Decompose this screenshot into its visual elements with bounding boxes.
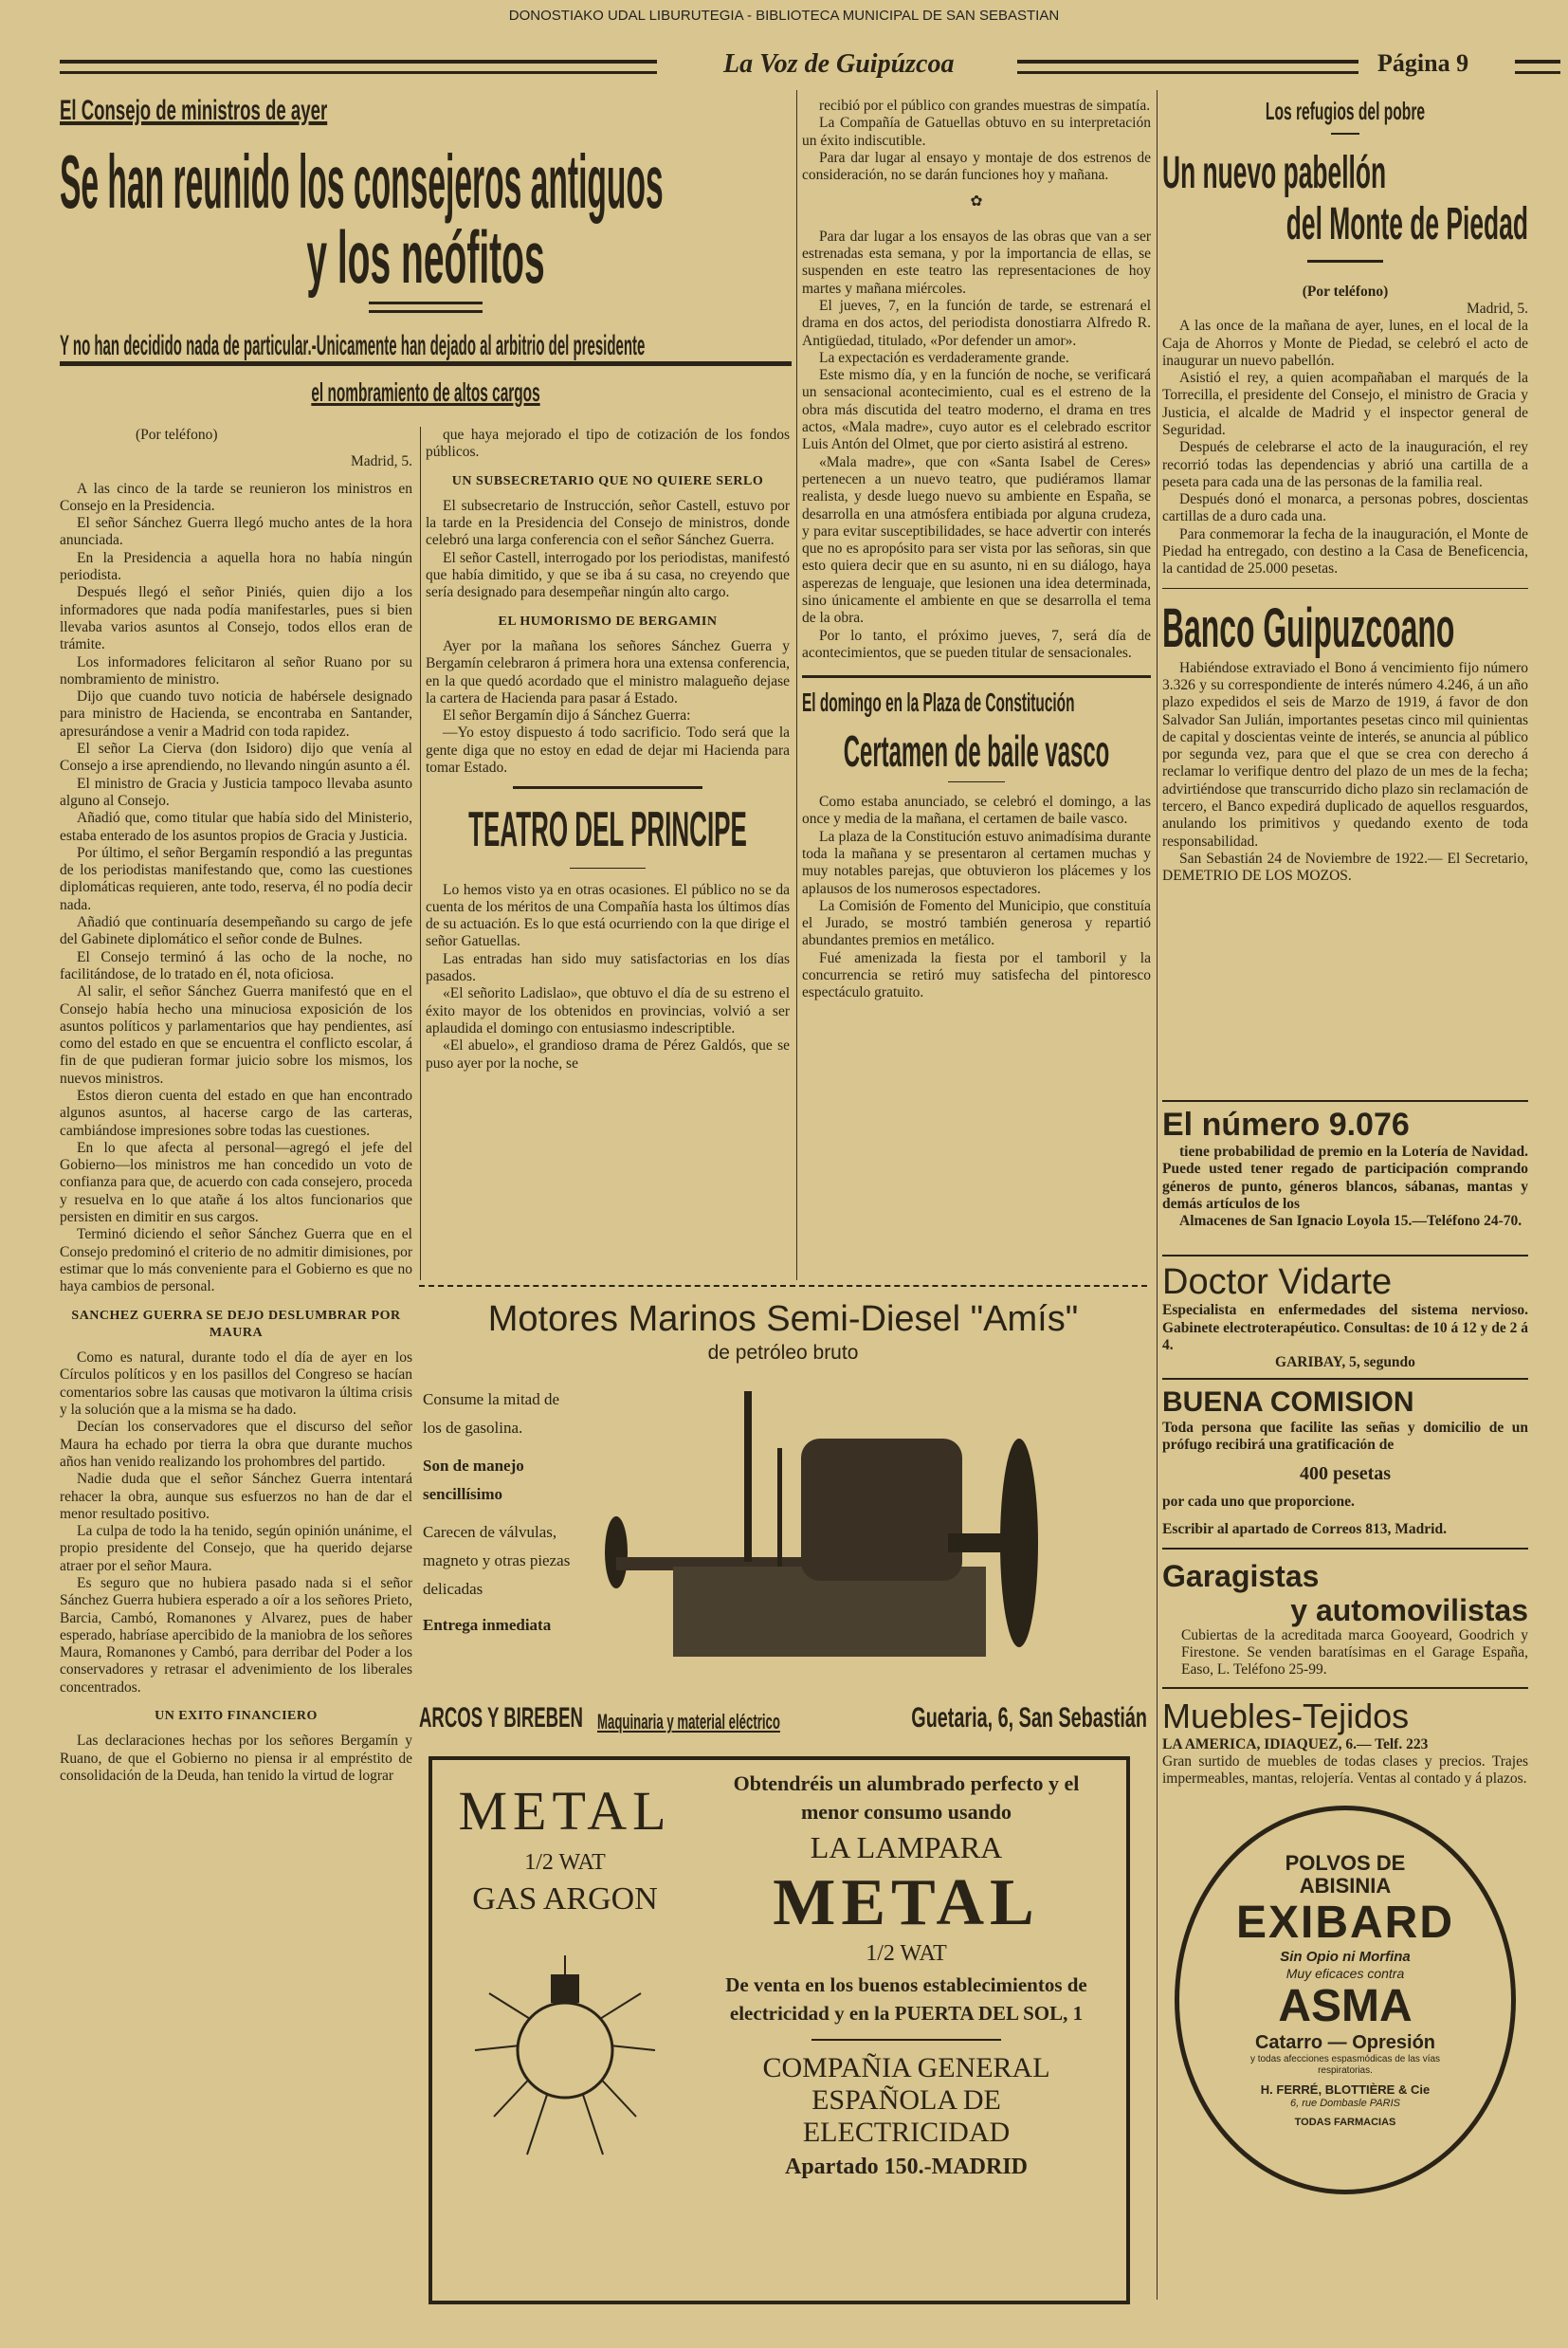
polvos-bottom: TODAS FARMACIAS xyxy=(1294,2116,1396,2128)
paragraph: Como es natural, durante todo el día de ayer en los Círculos políticos y en los pasillos del Congreso se hacían comentarios sobre las causas que motivaron la última crisis y la solución que a la misma se ha dado. xyxy=(60,1349,412,1419)
divider xyxy=(570,868,646,869)
paragraph: Asistió el rey, a quien acompañaban el marqués de la Torrecilla, el presidente del Consejo, el ministro de Gracia y Justicia, el alcalde de Madrid y el inspector general de Seguridad. xyxy=(1162,370,1528,438)
article-body xyxy=(1162,318,1528,578)
metal-right xyxy=(698,1770,1115,2180)
motores-ad xyxy=(419,1285,1147,1740)
divider xyxy=(1307,260,1383,263)
comision-amount: 400 pesetas xyxy=(1299,1463,1392,1485)
teatro-continuation xyxy=(802,98,1151,1274)
numero-headline: El número 9.076 xyxy=(1162,1107,1410,1143)
certamen-headline: Certamen de baile vasco xyxy=(843,725,1110,776)
polvos-ad xyxy=(1175,1806,1516,2194)
paragraph: Este mismo día, y en la función de noche, se verificará un sensacional acontecimiento, cual es el estreno de la obra más discutida del teatro moderno, el drama en tres actos, «Mala madre», cuyo autor es el celebrado escritor Luis Antón del Olmet, que por cierto asistirá al estreno. xyxy=(802,367,1151,453)
consejo-continuation xyxy=(426,427,790,1278)
motores-features xyxy=(423,1385,578,1640)
comision-contact: Escribir al apartado de Correos 813, Madrid. xyxy=(1162,1520,1447,1537)
motores-address: Guetaria, 6, San Sebastián xyxy=(911,1702,1147,1733)
subhead: UN EXITO FINANCIERO xyxy=(155,1709,318,1724)
motores-headline: Motores Marinos Semi-Diesel "Amís" xyxy=(487,1299,1079,1339)
refugios-headline-1: Un nuevo pabellón xyxy=(1162,148,1387,199)
paragraph: Después llegó el señor Piniés, quien dijo a los informadores que nada podía manifestarles, pues si bien llevaba varios asuntos al Consejo, todos ellos eran de trámite. xyxy=(60,584,412,653)
paragraph: El señor Castell, interrogado por los periodistas, manifestó que había dimitido, y que se iba á su casa, no creyendo que sería designado para desempeñar ningún alto cargo. xyxy=(426,549,790,601)
paragraph: Añadió que, como titular que había sido del Ministerio, estaba enterado de los asuntos propios de Gracia y Justicia. xyxy=(60,810,412,844)
paragraph: La culpa de todo la ha tenido, según opinión unánime, el propio presidente del Consejo, que ha querido dejarse atraer por el señor Maura. xyxy=(60,1523,412,1574)
numero-body xyxy=(1162,1144,1528,1230)
metal-intro: Obtendréis un alumbrado perfecto y el menor consumo usando xyxy=(733,1771,1080,1824)
paragraph: Las declaraciones hechas por los señores Bergamín y Ruano, de que el Gobierno no piensa ir al empréstito de consolidación de la Deuda, han tenido la virtud de lograr xyxy=(60,1733,412,1784)
comision-text: Toda persona que facilite las señas y domicilio de un prófugo recibirá una gratificación de xyxy=(1162,1419,1528,1453)
divider xyxy=(802,675,1151,678)
paragraph: Fué amenizada la fiesta por el tamboril y la concurrencia se retiró muy satisfecha del pintoresco espectáculo gratuito. xyxy=(802,949,1151,1001)
metal-lampara: LA LAMPARA xyxy=(810,1830,1003,1864)
feature: Consume la mitad de los de gasolina. xyxy=(423,1390,560,1437)
classifieds xyxy=(1162,1100,1528,2300)
paragraph: Añadió que continuaría desempeñando su cargo de jefe del Gabinete diplomático el señor conde de Bulnes. xyxy=(60,914,412,948)
paragraph: Por último, el señor Bergamín respondió a las preguntas de los periodistas manifestando que, como las cuestiones diplomáticas requieren, ante todo, reserva, él no podía decir nada. xyxy=(60,844,412,913)
paragraph: que haya mejorado el tipo de cotización de los fondos públicos. xyxy=(426,427,790,461)
feature: Son de manejo sencillísimo xyxy=(423,1457,524,1503)
article-body xyxy=(60,1349,412,1697)
paragraph: La Compañía de Gatuellas obtuvo en su interpretación un éxito indiscutible. xyxy=(802,115,1151,149)
refugios-headline-2: del Monte de Piedad xyxy=(1285,198,1528,249)
polvos-tag: Sin Opio ni Morfina xyxy=(1280,1948,1411,1965)
paragraph: —Yo estoy dispuesto á todo sacrificio. Todo será que la gente diga que no estoy en edad de dejar mi Hacienda para tomar Estado. xyxy=(426,725,790,777)
paragraph: Almacenes de San Ignacio Loyola 15.—Teléfono 24-70. xyxy=(1179,1213,1522,1230)
paragraph: «El abuelo», el grandioso drama de Pérez Galdós, que se puso ayer por la noche, se xyxy=(426,1037,790,1072)
paragraph: En lo que afecta al personal—agregó el jefe del Gobierno—los ministros me han concedido un voto de confianza para que, de acuerdo con cada consejero, proceda y resuelva en lo que atañe á los altos funcionarios que persisten en dimitir en sus cargos. xyxy=(60,1139,412,1226)
paragraph: Terminó diciendo el señor Sánchez Guerra que en el Consejo predominó el criterio de no admitir dimisiones, por estimar que lo más conveniente para el Gobierno es que no haya cambios de personal. xyxy=(60,1226,412,1295)
paragraph: Para dar lugar a los ensayos de las obras que van a ser estrenadas esta semana, y por la importancia de ellas, se suspenden en este teatro las representaciones de hoy martes y mañana miércoles. xyxy=(802,228,1151,297)
article-body xyxy=(802,794,1151,1002)
consejo-headline-1: Se han reunido los consejeros antiguos xyxy=(60,138,664,224)
lightbulb-icon xyxy=(470,1936,660,2164)
article-body xyxy=(802,229,1151,662)
metal-watt-2: 1/2 WAT xyxy=(866,1941,947,1966)
masthead-rule xyxy=(1017,60,1358,74)
divider xyxy=(811,2039,1001,2041)
paragraph: Como estaba anunciado, se celebró el domingo, a las once y media de la mañana, el certamen de baile vasco. xyxy=(802,794,1151,828)
paragraph: Después de celebrarse el acto de la inauguración, el rey recorrió todas las dependencias y abrió una cartilla de a peseta para cada una de las personas de la familia real. xyxy=(1162,439,1528,490)
polvos-disease: ASMA xyxy=(1278,1980,1413,2031)
paragraph: A las cinco de la tarde se reunieron los ministros en Consejo en la Presidencia. xyxy=(60,480,412,514)
paragraph: Para dar lugar al ensayo y montaje de dos estrenos de consideración, no se darán funciones hoy y mañana. xyxy=(802,149,1151,184)
column-divider xyxy=(1157,90,1158,2300)
paragraph: Dijo que cuando tuvo noticia de habérsele designado para ministro de Hacienda, se encontraba en Santander, apresurándose a venir a Madrid con toda rapidez. xyxy=(60,688,412,740)
dateline: Madrid, 5. xyxy=(350,453,412,470)
article-body xyxy=(426,638,790,777)
polvos-symptoms: Catarro — Opresión xyxy=(1254,2031,1436,2053)
divider xyxy=(1162,1548,1528,1550)
paragraph: La plaza de la Constitución estuvo animadísima durante toda la mañana y se presentaron al certamen muchas y muy notables parejas, que obtuvieron los plácemes y los aplausos de los numerosos espectadores. xyxy=(802,828,1151,897)
vidarte-address: GARIBAY, 5, segundo xyxy=(1275,1354,1415,1371)
teatro-headline: TEATRO DEL PRINCIPE xyxy=(468,802,747,858)
paragraph: En la Presidencia a aquella hora no había ningún periodista. xyxy=(60,549,412,584)
masthead-rule xyxy=(60,60,657,74)
metal-company: COMPAÑIA GENERAL ESPAÑOLA DE ELECTRICIDAD xyxy=(762,2052,1050,2148)
divider xyxy=(1162,588,1528,589)
byline: (Por teléfono) xyxy=(136,427,218,443)
masthead-title: La Voz de Guipúzcoa xyxy=(723,49,955,79)
paragraph: El señor Bergamín dijo á Sánchez Guerra: xyxy=(443,707,691,725)
article-body xyxy=(60,481,412,1296)
muebles-address: LA AMERICA, IDIAQUEZ, 6.— Telf. 223 xyxy=(1162,1735,1429,1752)
metal-gas: GAS ARGON xyxy=(472,1881,658,1917)
consejo-deck-2: el nombramiento de altos cargos xyxy=(311,377,540,408)
paragraph: El ministro de Gracia y Justicia tampoco llevaba asunto alguno al Consejo. xyxy=(60,775,412,809)
paragraph: Nadie duda que el señor Sánchez Guerra intentará rehacer la obra, aunque sus esfuerzos no han de dar el menor resultado positivo. xyxy=(60,1471,412,1522)
dateline: Madrid, 5. xyxy=(1466,300,1528,317)
divider xyxy=(1162,1378,1528,1380)
article-body xyxy=(426,498,790,602)
consejo-header xyxy=(60,95,792,422)
vidarte-text: Especialista en enfermedades del sistema nervioso. Gabinete electroterapéutico. Consultas: de 10 á 12 y de 2 á 4. xyxy=(1162,1302,1528,1354)
divider xyxy=(948,781,1005,782)
paragraph: A las once de la mañana de ayer, lunes, en el local de la Caja de Ahorros y Monte de Piedad, se celebró el acto de inaugurar un nuevo pabellón. xyxy=(1162,318,1528,369)
comision-text-2: por cada uno que proporcione. xyxy=(1162,1494,1355,1511)
consejo-kicker: El Consejo de ministros de ayer xyxy=(60,95,328,126)
banco-headline: Banco Guipuzcoano xyxy=(1162,596,1455,659)
paragraph: El señor La Cierva (don Isidoro) dijo que venía al Consejo a irse aprendiendo, no llevando ningún asunto a él. xyxy=(60,741,412,775)
certamen-kicker: El domingo en la Plaza de Constitución xyxy=(802,688,1075,718)
divider xyxy=(513,786,702,789)
subhead: UN SUBSECRETARIO QUE NO QUIERE SERLO xyxy=(451,473,764,488)
garagistas-text: Cubiertas de la acreditada marca Gooyeard, Goodrich y Firestone. Se venden baratísimas en el Garage España, Easo, L. Teléfono 25-99. xyxy=(1181,1626,1528,1678)
polvos-address: 6, rue Dombasle PARIS xyxy=(1290,2097,1400,2109)
masthead xyxy=(60,49,1524,78)
metal-left xyxy=(442,1779,688,2169)
feature: Entrega inmediata xyxy=(423,1616,552,1634)
paragraph: Al salir, el señor Sánchez Guerra manifestó que en el Consejo había hecho una minuciosa exposición de los asuntos políticos y parlamentarios que hay pendientes, así como del estado en que se encuentra el conflicto escolar, á fin de que pudieran formar juicio sobre los mismos, los nuevos ministros. xyxy=(60,983,412,1087)
paragraph: San Sebastián 24 de Noviembre de 1922.— El Secretario, DEMETRIO DE LOS MOZOS. xyxy=(1162,850,1528,885)
polvos-top: POLVOS DE ABISINIA xyxy=(1285,1850,1406,1898)
comision-headline: BUENA COMISION xyxy=(1162,1385,1414,1418)
paragraph: El Consejo terminó á las ocho de la noche, no facilitándose, de lo tratado en él, nota oficiosa. xyxy=(60,948,412,982)
paragraph: tiene probabilidad de premio en la Lotería de Navidad. Puede usted tener regado de participación comprando géneros de punto, géneros blancos, sábanas, mantas y demás artículos de los xyxy=(1162,1144,1528,1212)
article-body xyxy=(1162,660,1528,886)
muebles-text: Gran surtido de muebles de todas clases y precios. Trajes impermeables, mantas, relojería. Ventas al contado y á plazos. xyxy=(1162,1753,1528,1788)
polvos-brand: EXIBARD xyxy=(1235,1897,1455,1948)
paragraph: La Comisión de Fomento del Municipio, que constituía el Jurado, se mostró también generosa y repartió abundantes premios en metálico. xyxy=(802,897,1151,949)
divider xyxy=(1162,1687,1528,1689)
motores-subhead: de petróleo bruto xyxy=(707,1342,859,1364)
masthead-rule xyxy=(1515,60,1560,74)
subhead: EL HUMORISMO DE BERGAMIN xyxy=(498,614,718,629)
divider xyxy=(1162,1100,1528,1102)
divider xyxy=(1162,1255,1528,1257)
article-body xyxy=(60,1733,412,1785)
refugios-article xyxy=(1162,98,1528,1093)
column-divider xyxy=(796,90,797,1280)
paragraph: Las entradas han sido muy satisfactorias en los días pasados. xyxy=(426,950,790,985)
consejo-article xyxy=(60,427,412,2300)
ornament-icon: ✿ xyxy=(970,193,983,211)
article-body xyxy=(802,98,1151,184)
library-header: DONOSTIAKO UDAL LIBURUTEGIA - BIBLIOTECA MUNICIPAL DE SAN SEBASTIAN xyxy=(508,8,1060,24)
feature: Carecen de válvulas, magneto y otras piezas delicadas xyxy=(423,1523,571,1598)
garagistas-headline-2: y automovilistas xyxy=(1290,1592,1528,1627)
article-body xyxy=(426,427,790,462)
muebles-headline: Muebles-Tejidos xyxy=(1162,1696,1410,1735)
paragraph: La expectación es verdaderamente grande. xyxy=(819,349,1069,366)
paragraph: Lo hemos visto ya en otras ocasiones. El público no se da cuenta de los méritos de una Compañía hasta los últimos días de su actuación. Es lo que está ocurriendo con la que dirige el señor Gatuellas. xyxy=(426,881,790,950)
engine-illustration xyxy=(588,1391,1142,1666)
paragraph: Por lo tanto, el próximo jueves, 7, será día de acontecimientos, que se pueden titular de sensacionales. xyxy=(802,627,1151,661)
paragraph: Ayer por la mañana los señores Sánchez Guerra y Bergamín celebraron á primera hora una extensa conferencia, en la que quedó acordado que el ministro malagueño dejase la cartera de Hacienda para pasar á Estado. xyxy=(426,637,790,706)
subhead: SANCHEZ GUERRA SE DEJO DESLUMBRAR POR MAURA xyxy=(71,1308,401,1340)
consejo-deck-1: Y no han decidido nada de particular.-Unicamente han dejado al arbitrio del presidente xyxy=(60,329,646,361)
metal-ad xyxy=(428,1756,1130,2304)
paragraph: Los informadores felicitaron al señor Ruano por su nombramiento de ministro. xyxy=(60,653,412,688)
paragraph: El subsecretario de Instrucción, señor Castell, estuvo por la tarde en la Presidencia del Consejo de ministros, donde celebró una larga conferencia con el señor Sánchez Guerra. xyxy=(426,497,790,549)
motores-footer xyxy=(419,1702,1147,1734)
garagistas-headline-1: Garagistas xyxy=(1162,1558,1320,1593)
metal-brand-2: METAL xyxy=(773,1866,1040,1939)
column-divider xyxy=(420,427,421,1280)
metal-watt: 1/2 WAT xyxy=(524,1850,606,1875)
divider xyxy=(1331,133,1359,135)
consejo-headline-2: y los neófitos xyxy=(306,214,545,299)
paragraph: Decían los conservadores que el discurso del señor Maura ha echado por tierra la obra que durante muchos años han venido realizando los prohombres del partido. xyxy=(60,1419,412,1470)
byline: (Por teléfono) xyxy=(1302,283,1389,300)
page-number: Página 9 xyxy=(1377,49,1469,77)
metal-address: Apartado 150.-MADRID xyxy=(785,2155,1028,2179)
paragraph: Es seguro que no hubiera pasado nada si el señor Sánchez Guerra hubiera esperado a oír a los señores Prieto, Barcia, Cambó, Romanones y Alvarez, pues de haber esperado, habríase apercibido de la maniobra de los señores Maura, Romanones y Cambó, para derribar del Poder a los conservadores y retrasar el advenimiento de los liberales concentrados. xyxy=(60,1575,412,1696)
refugios-kicker: Los refugios del pobre xyxy=(1265,98,1426,125)
paragraph: «Mala madre», que con «Santa Isabel de Ceres» pertenecen a un nuevo teatro, que pudiéramos llamar realista, y desde luego nuevo su ambiente en España, se desarrolla en una atmósfera entibiada por alguna crudeza, y para evitar susceptibilidades, se hace advertir con interés que no es apropósito para ser vista por las señoras, sin que esto quiera decir que en su asunto, ni en su diálogo, haya asperezas de lenguaje, que lesionen una idea determinada, sino únicamente el ambiente en que se desarrolla el tema de la obra. xyxy=(802,453,1151,627)
polvos-maker: H. FERRÉ, BLOTTIÈRE & Cie xyxy=(1260,2082,1431,2097)
polvos-small: y todas afecciones espasmódicas de las vías respiratorias. xyxy=(1249,2053,1441,2076)
polvos-tag-2: Muy eficaces contra xyxy=(1285,1965,1405,1981)
metal-sale: De venta en los buenos establecimientos de electricidad y en la PUERTA DEL SOL, 1 xyxy=(725,1973,1087,2025)
motores-brand: ARCOS Y BIREBEN xyxy=(419,1702,583,1733)
article-body xyxy=(426,882,790,1073)
paragraph: Después donó el monarca, a personas pobres, doscientas cartillas de a duro cada una. xyxy=(1162,491,1528,525)
paragraph: «El señorito Ladislao», que obtuvo el día de su estreno el éxito mayor de los obtenidos en provincias, volvió a ser aplaudida el domingo con entusiasmo indescriptible. xyxy=(426,985,790,1036)
divider xyxy=(369,302,483,313)
paragraph: El jueves, 7, en la función de tarde, se estrenará el drama en dos actos, del periodista donostiarra Alfredo R. Antigüedad, titulado, «Por defender un amor». xyxy=(802,297,1151,349)
metal-brand: METAL xyxy=(458,1780,672,1842)
motores-desc: Maquinaria y material eléctrico xyxy=(597,1709,780,1733)
paragraph: El señor Sánchez Guerra llegó mucho antes de la hora anunciada. xyxy=(60,515,412,549)
vidarte-headline: Doctor Vidarte xyxy=(1162,1262,1393,1303)
paragraph: Habiéndose extraviado el Bono á vencimiento fijo número 3.326 y su correspondiente de interés número 4.246, á un año plazo expedidos el seis de Marzo de 1919, á favor de don Salvador San Julián, importantes pesetas cinco mil quinientas de capital y doscientas veinte de interés, se anuncia al público por segunda vez, para que el que se crea con derecho á reclamar lo verifique dentro del plazo de un mes de la fecha; advirtiéndose que transcurrido dicho plazo sin reclamación de tercero, el Banco expedirá duplicado de aquellos resguardos, anulando los primitivos y quedando exento de toda responsabilidad. xyxy=(1162,659,1528,850)
paragraph: Para conmemorar la fecha de la inauguración, el Monte de Piedad ha entregado, con destino a la Casa de Beneficencia, la cantidad de 25.000 pesetas. xyxy=(1162,525,1528,578)
paragraph: Estos dieron cuenta del estado en que han encontrado algunos asuntos, al hacerse cargo de las carteras, cambiándose impresiones sobre todas las cuestiones. xyxy=(60,1087,412,1139)
paragraph: recibió por el público con grandes muestras de simpatía. xyxy=(819,98,1151,114)
